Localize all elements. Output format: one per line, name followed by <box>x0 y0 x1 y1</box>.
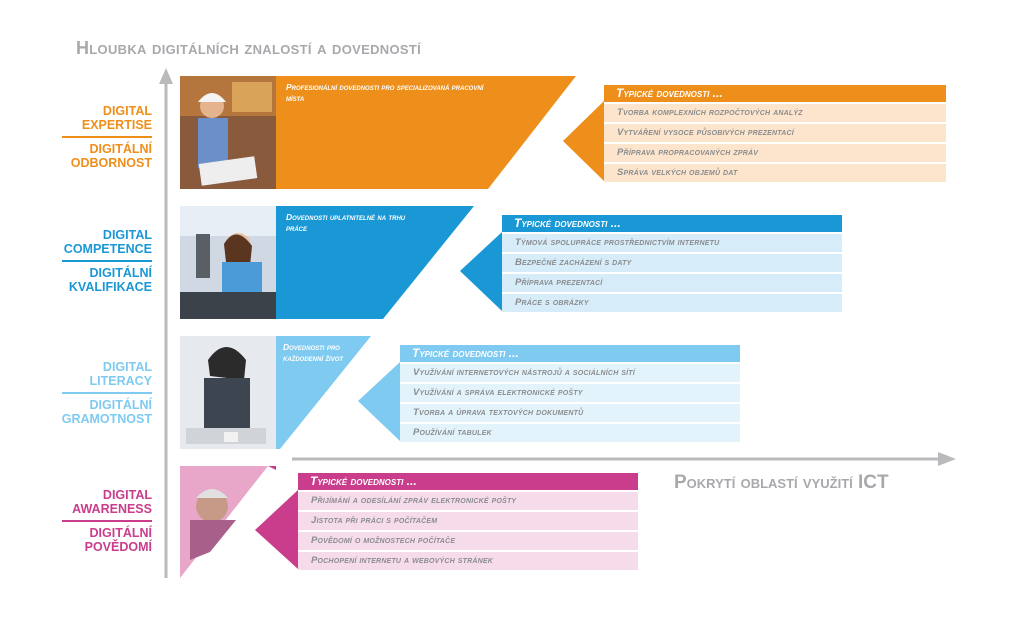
level-awareness-cz: DIGITÁLNÍ POVĚDOMÍ <box>84 526 152 554</box>
divider-awareness <box>62 520 152 522</box>
divider-literacy <box>62 392 152 394</box>
photo-senior-man <box>180 466 268 578</box>
banner-text-literacy: Dovednosti pro každodenní život <box>283 342 344 363</box>
skill-item: Pochopení internetu a webových stránek <box>298 552 638 570</box>
level-awareness-en: DIGITAL AWARENESS <box>72 488 152 516</box>
level-competence-en: DIGITAL COMPETENCE <box>63 228 152 256</box>
level-expertise-cz: DIGITÁLNÍ ODBORNOST <box>70 142 152 170</box>
skill-item: Tvorba komplexních rozpočtových analýz <box>604 104 946 122</box>
level-literacy-en: DIGITAL LITERACY <box>89 360 152 388</box>
skill-item: Správa velkých objemů dat <box>604 164 946 182</box>
skills-box-competence <box>502 215 842 312</box>
skills-box-awareness <box>298 473 638 570</box>
photo-woman-laptop <box>180 336 276 449</box>
photo-engineer <box>180 76 276 189</box>
skill-item: Týmová spolupráce prostřednictvím internetu <box>502 234 842 252</box>
level-competence-cz: DIGITÁLNÍ KVALIFIKACE <box>68 266 152 294</box>
level-literacy-cz: DIGITÁLNÍ GRAMOTNOST <box>61 398 152 426</box>
skills-box-literacy <box>400 345 740 442</box>
level-expertise-en: DIGITAL EXPERTISE <box>81 104 152 132</box>
y-axis-title: Hloubka digitálních znalostí a dovedností <box>76 38 422 58</box>
divider-competence <box>62 260 152 262</box>
banner-text-expertise: Profesionální dovednosti pro specializovaná pracovní místa <box>286 82 484 103</box>
skill-item: Využívání a správa elektronické pošty <box>400 384 740 402</box>
skills-header: Typické dovednosti ... <box>502 215 842 232</box>
divider-expertise <box>62 136 152 138</box>
skill-item: Tvorba a úprava textových dokumentů <box>400 404 740 422</box>
skill-item: Příprava prezentací <box>502 274 842 292</box>
x-axis-arrow <box>938 452 956 466</box>
skill-item: Bezpečné zacházení s daty <box>502 254 842 272</box>
chevron-competence <box>460 232 502 311</box>
skill-item: Vytváření vysoce působivých prezentací <box>604 124 946 142</box>
banner-text-competence: Dovednosti uplatnitelné na trhu práce <box>286 212 406 233</box>
skills-box-expertise <box>604 85 946 182</box>
skills-header: Typické dovednosti ... <box>298 473 638 490</box>
photo-office-worker <box>180 206 276 319</box>
skills-header: Typické dovednosti ... <box>604 85 946 102</box>
chevron-awareness <box>255 490 298 569</box>
skills-header: Typické dovednosti ... <box>400 345 740 362</box>
skill-item: Jistota při práci s počítačem <box>298 512 638 530</box>
y-axis-arrow <box>159 68 173 84</box>
skill-item: Přijímání a odesílání zpráv elektronické pošty <box>298 492 638 510</box>
skill-item: Využívání internetových nástrojů a sociálních sítí <box>400 364 740 382</box>
skill-item: Používání tabulek <box>400 424 740 442</box>
skill-item: Povědomí o možnostech počítače <box>298 532 638 550</box>
chevron-expertise <box>563 101 604 181</box>
chevron-literacy <box>358 362 400 441</box>
x-axis-title: Pokrytí oblastí využití ICT <box>674 472 889 493</box>
skill-item: Práce s obrázky <box>502 294 842 312</box>
skill-item: Příprava propracovaných zpráv <box>604 144 946 162</box>
